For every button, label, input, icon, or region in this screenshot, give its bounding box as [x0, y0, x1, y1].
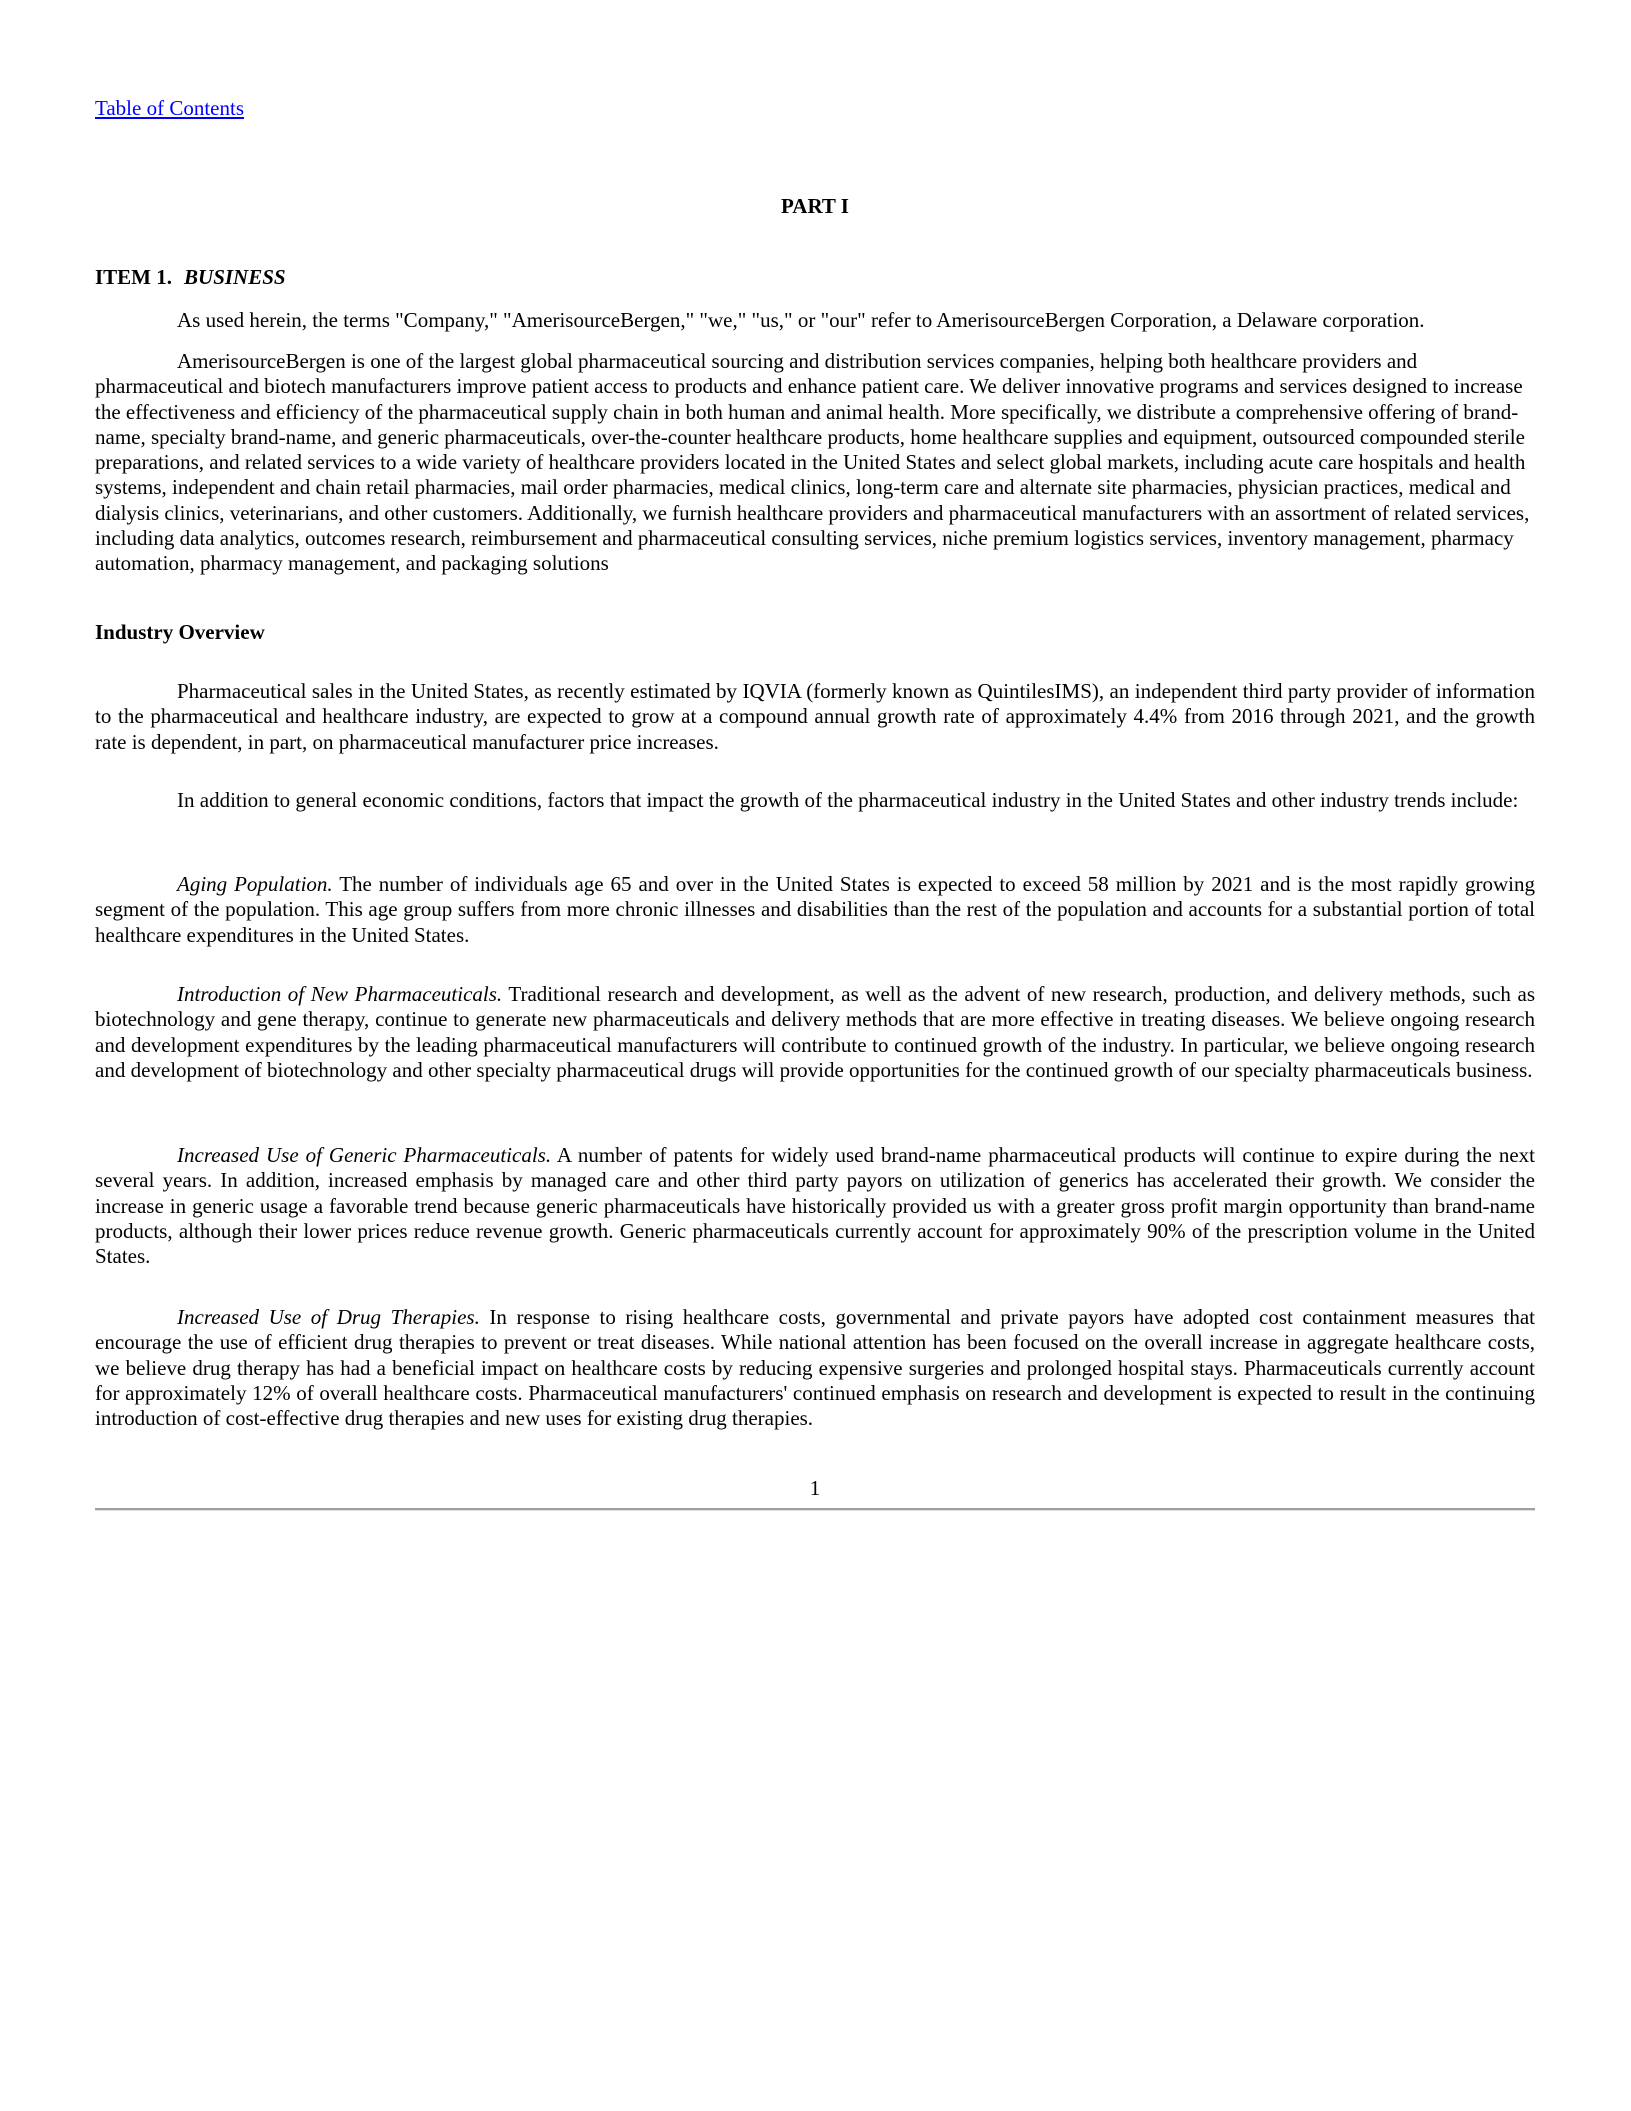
industry-overview-heading: Industry Overview — [95, 620, 265, 644]
trend-title: Aging Population. — [177, 872, 333, 896]
item-number: ITEM 1. — [95, 265, 173, 289]
trend-title: Introduction of New Pharmaceuticals. — [177, 982, 503, 1006]
trend-new-pharmaceuticals — [95, 982, 1535, 1083]
part-title: PART I — [781, 194, 849, 218]
trend-text: In response to rising healthcare costs, governmental and private payors have adopted cost containment measures that encourage the use of efficient drug therapies to prevent or treat diseases. While national attention has been focused on the overall increase in aggregate healthcare costs, we believe drug therapy has had a beneficial impact on healthcare costs by reducing expensive surgeries and prolonged hospital stays. Pharmaceuticals currently account for approximately 12% of overall healthcare costs. Pharmaceutical manufacturers' continued emphasis on research and development is expected to result in the continuing introduction of cost-effective drug therapies and new uses for existing drug therapies. — [95, 1305, 1535, 1431]
page-divider — [95, 1508, 1535, 1511]
trend-title: Increased Use of Generic Pharmaceuticals. — [177, 1143, 552, 1167]
trend-generic-pharmaceuticals — [95, 1143, 1535, 1269]
page-number: 1 — [809, 1476, 821, 1500]
trend-text: A number of patents for widely used brand-name pharmaceutical products will continue to expire during the next several years. In addition, increased emphasis by managed care and other third party payors on utilization of generics has accelerated their growth. We consider the increase in generic usage a favorable trend because generic pharmaceuticals have historically provided us with a greater gross profit margin opportunity than brand-name products, although their lower prices reduce revenue growth. Generic pharmaceuticals currently account for approximately 90% of the prescription volume in the United States. — [95, 1143, 1536, 1269]
trend-text: Traditional research and development, as well as the advent of new research, production, and delivery methods, such as biotechnology and gene therapy, continue to generate new pharmaceuticals and delivery methods that are more effective in treating diseases. We believe ongoing research and development expenditures by the leading pharmaceutical manufacturers will contribute to continued growth of the industry. In particular, we believe ongoing research and development of biotechnology and other specialty pharmaceutical drugs will provide opportunities for the continued growth of our specialty pharmaceuticals business. — [95, 982, 1535, 1082]
company-overview-paragraph: AmerisourceBergen is one of the largest global pharmaceutical sourcing and distribution services companies, helping both healthcare providers and pharmaceutical and biotech manufacturers improve patient access to products and enhance patient care. We deliver innovative programs and services designed to increase the effectiveness and efficiency of the pharmaceutical supply chain in both human and animal health. More specifically, we distribute a comprehensive offering of brand-name, specialty brand-name, and generic pharmaceuticals, over-the-counter healthcare products, home healthcare supplies and equipment, outsourced compounded sterile preparations, and related services to a wide variety of healthcare providers located in the United States and select global markets, including acute care hospitals and health systems, independent and chain retail pharmacies, mail order pharmacies, medical clinics, long-term care and alternate site pharmacies, physician practices, medical and dialysis clinics, veterinarians, and other customers. Additionally, we furnish healthcare providers and pharmaceutical manufacturers with an assortment of related services, including data analytics, outcomes research, reimbursement and pharmaceutical consulting services, niche premium logistics services, inventory management, pharmacy automation, pharmacy management, and packaging solutions — [95, 349, 1530, 576]
trend-drug-therapies — [95, 1305, 1535, 1431]
definitions-paragraph: As used herein, the terms "Company," "AmerisourceBergen," "we," "us," or "our" refer to AmerisourceBergen Corporation, a Delaware corporation. — [177, 308, 1425, 332]
item-name: BUSINESS — [184, 265, 286, 289]
industry-factors-intro-paragraph: In addition to general economic conditions, factors that impact the growth of the pharmaceutical industry in the United States and other industry trends include: — [177, 788, 1519, 812]
trend-title: Increased Use of Drug Therapies. — [177, 1305, 480, 1329]
trend-text: The number of individuals age 65 and over in the United States is expected to exceed 58 million by 2021 and is the most rapidly growing segment of the population. This age group suffers from more chronic illnesses and disabilities than the rest of the population and accounts for a substantial portion of total healthcare expenditures in the United States. — [95, 872, 1536, 947]
table-of-contents-link[interactable]: Table of Contents — [95, 96, 244, 120]
pharmaceutical-sales-paragraph: Pharmaceutical sales in the United States, as recently estimated by IQVIA (formerly known as QuintilesIMS), an independent third party provider of information to the pharmaceutical and healthcare industry, are expected to grow at a compound annual growth rate of approximately 4.4% from 2016 through 2021, and the growth rate is dependent, in part, on pharmaceutical manufacturer price increases. — [95, 679, 1535, 754]
trend-aging-population — [95, 872, 1535, 948]
item-heading — [95, 265, 286, 290]
